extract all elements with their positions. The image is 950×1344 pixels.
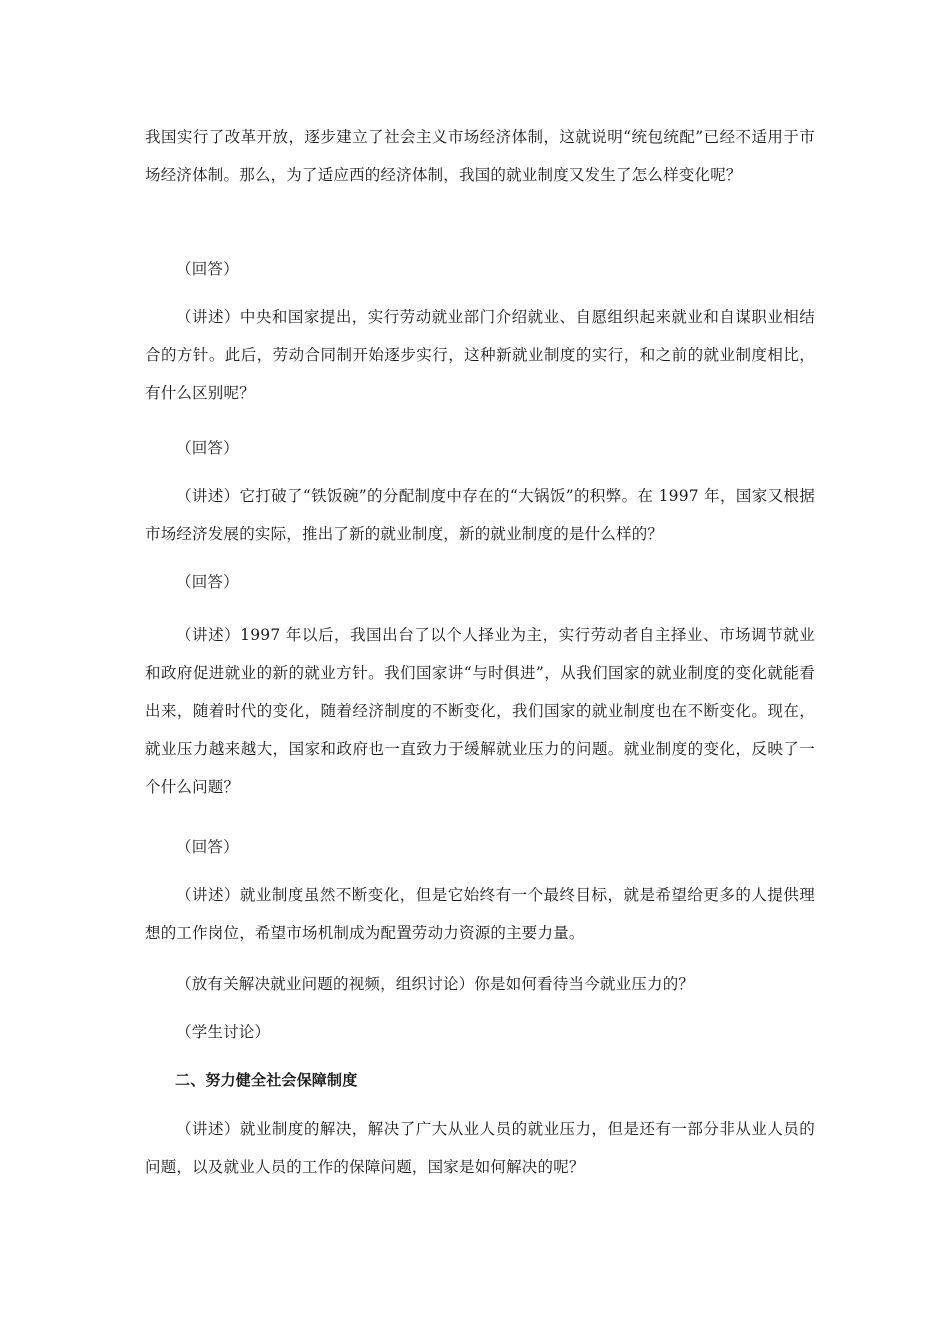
paragraph-answer-1: （回答）	[176, 260, 239, 278]
paragraph-video-discussion: （放有关解决就业问题的视频，组织讨论）你是如何看待当今就业压力的？	[176, 975, 695, 993]
paragraph-narration-3: （讲述）1997 年以后，我国出台了以个人择业为主，实行劳动者自主择业、市场调节就业和政府促进就业的新的就业方针。我们国家讲“与时俱进”，从我们国家的就业制度的变化就能看出来，随着时代的变化，随着经济制度的不断变化，我们国家的就业制度也在不断变化。现在，就业压力越来越大，国家和政府也一直致力于缓解就业压力的问题。就业制度的变化，反映了一个什么问题？	[145, 626, 815, 796]
paragraph-narration-2: （讲述）它打破了“铁饭碗”的分配制度中存在的“大锅饭”的积弊。在 1997 年，国家又根据市场经济发展的实际，推出了新的就业制度，新的就业制度的是什么样的？	[145, 487, 815, 543]
paragraph-answer-2: （回答）	[176, 439, 239, 457]
paragraph-answer-3: （回答）	[176, 573, 239, 591]
section-heading: 二、努力健全社会保障制度	[175, 1071, 358, 1089]
paragraph-reform-intro: 我国实行了改革开放，逐步建立了社会主义市场经济体制，这就说明“统包统配”已经不适用于市场经济体制。那么，为了适应西的经济体制，我国的就业制度又发生了怎么样变化呢？	[145, 128, 815, 184]
paragraph-student-discussion: （学生讨论）	[176, 1023, 271, 1041]
paragraph-narration-5: （讲述）就业制度的解决，解决了广大从业人员的就业压力，但是还有一部分非从业人员的问题，以及就业人员的工作的保障问题，国家是如何解决的呢？	[145, 1120, 815, 1176]
paragraph-answer-4: （回答）	[176, 838, 239, 856]
paragraph-narration-1: （讲述）中央和国家提出，实行劳动就业部门介绍就业、自愿组织起来就业和自谋职业相结合的方针。此后，劳动合同制开始逐步实行，这种新就业制度的实行，和之前的就业制度相比，有什么区别呢？	[145, 308, 815, 402]
paragraph-narration-4: （讲述）就业制度虽然不断变化，但是它始终有一个最终目标，就是希望给更多的人提供理想的工作岗位，希望市场机制成为配置劳动力资源的主要力量。	[145, 886, 815, 942]
